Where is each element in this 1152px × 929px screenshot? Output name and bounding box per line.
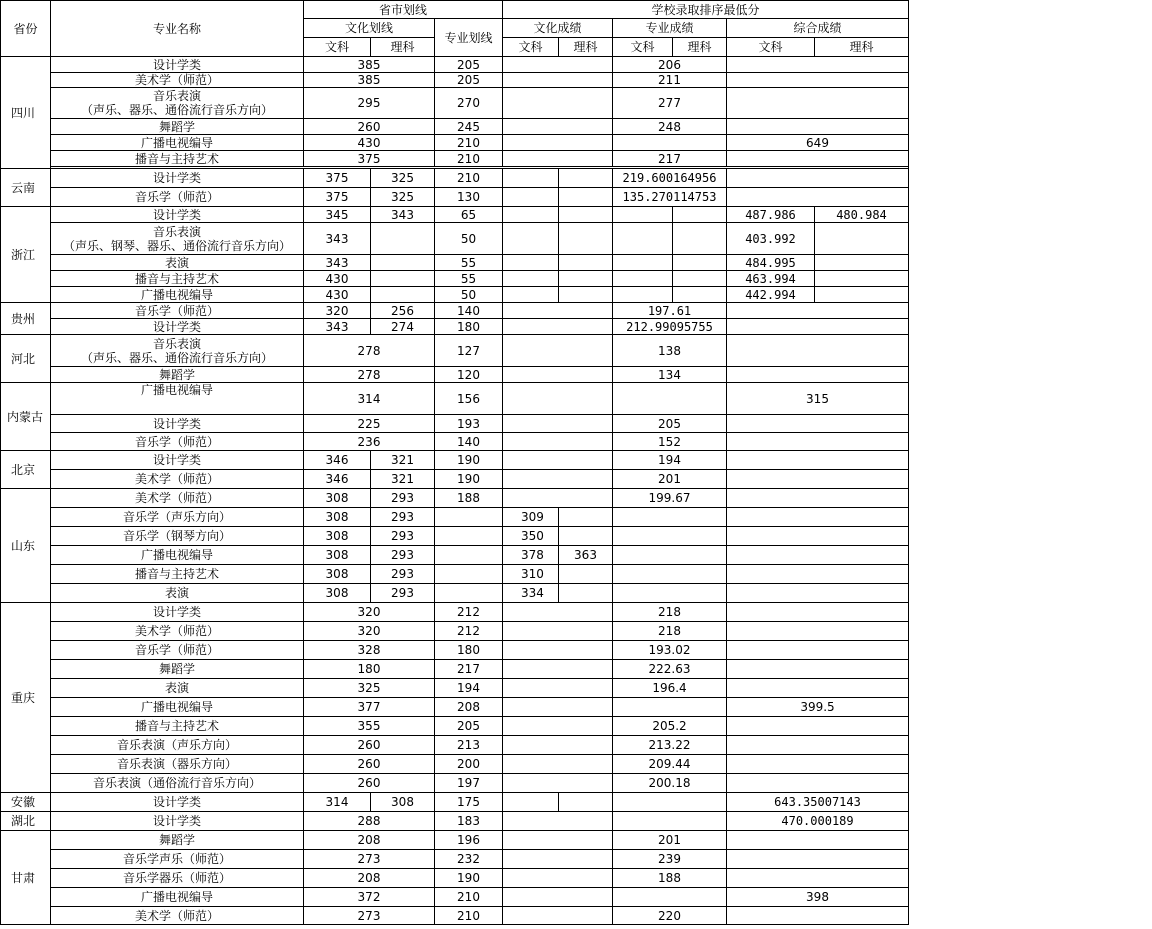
major-name-line1: 音乐表演 bbox=[152, 224, 201, 239]
major-score: 196.4 bbox=[613, 679, 727, 698]
table-row bbox=[1, 335, 909, 367]
major-score: 209.44 bbox=[613, 755, 727, 774]
major-name: 美术学（师范） bbox=[51, 622, 304, 641]
major-score: 194 bbox=[613, 451, 727, 470]
header-provincial-line: 省市划线 bbox=[304, 1, 503, 19]
table-row bbox=[1, 119, 909, 135]
header-culture-score: 文化成绩 bbox=[503, 19, 613, 38]
province-cell: 浙江 bbox=[1, 207, 51, 303]
culture-line-arts: 314 bbox=[304, 793, 371, 812]
table-row bbox=[1, 73, 909, 88]
major-score: 218 bbox=[613, 603, 727, 622]
culture-line-science: 325 bbox=[371, 169, 435, 188]
culture-line-arts: 308 bbox=[304, 489, 371, 508]
major-line: 156 bbox=[435, 383, 503, 415]
major-line: 213 bbox=[435, 736, 503, 755]
culture-line: 260 bbox=[304, 119, 435, 135]
major-score: 239 bbox=[613, 850, 727, 869]
table-row bbox=[1, 584, 909, 603]
major-line: 212 bbox=[435, 603, 503, 622]
major-line: 210 bbox=[435, 135, 503, 151]
province-cell: 重庆 bbox=[1, 603, 51, 793]
header-province: 省份 bbox=[1, 1, 51, 57]
province-cell: 山东 bbox=[1, 489, 51, 603]
major-name-line2: （声乐、器乐、通俗流行音乐方向） bbox=[80, 103, 273, 117]
major-line: 193 bbox=[435, 415, 503, 433]
culture-line-arts: 375 bbox=[304, 169, 371, 188]
major-name: 音乐表演（声乐方向） bbox=[51, 736, 304, 755]
major-line: 210 bbox=[435, 151, 503, 167]
major-name: 舞蹈学 bbox=[51, 660, 304, 679]
major-line: 212 bbox=[435, 622, 503, 641]
major-name: 舞蹈学 bbox=[51, 119, 304, 135]
table-row bbox=[1, 508, 909, 527]
table-row bbox=[1, 755, 909, 774]
table-row bbox=[1, 489, 909, 508]
culture-line-science: 325 bbox=[371, 188, 435, 207]
major-name: 音乐表演（通俗流行音乐方向） bbox=[51, 774, 304, 793]
major-line: 190 bbox=[435, 470, 503, 489]
total-score: 649 bbox=[727, 135, 909, 151]
culture-line-arts: 346 bbox=[304, 451, 371, 470]
table-row bbox=[1, 415, 909, 433]
header-arts: 文科 bbox=[503, 38, 559, 57]
major-line: 210 bbox=[435, 888, 503, 907]
major-line: 194 bbox=[435, 679, 503, 698]
major-line: 205 bbox=[435, 57, 503, 73]
table-row bbox=[1, 850, 909, 869]
culture-line: 375 bbox=[304, 151, 435, 167]
culture-line-arts: 430 bbox=[304, 271, 371, 287]
major-line: 245 bbox=[435, 119, 503, 135]
header-science: 理科 bbox=[673, 38, 727, 57]
table-row bbox=[1, 679, 909, 698]
culture-line-science: 343 bbox=[371, 207, 435, 223]
province-cell: 云南 bbox=[1, 169, 51, 207]
major-score: 222.63 bbox=[613, 660, 727, 679]
major-score: 248 bbox=[613, 119, 727, 135]
header-school-min: 学校录取排序最低分 bbox=[503, 1, 909, 19]
header-total-score: 综合成绩 bbox=[727, 19, 909, 38]
table-row bbox=[1, 367, 909, 383]
major-line: 205 bbox=[435, 73, 503, 88]
culture-line-science: 293 bbox=[371, 584, 435, 603]
major-score: 152 bbox=[613, 433, 727, 451]
major-name: 表演 bbox=[51, 679, 304, 698]
major-name: 设计学类 bbox=[51, 603, 304, 622]
table-row bbox=[1, 641, 909, 660]
major-score: 201 bbox=[613, 831, 727, 850]
major-name: 设计学类 bbox=[51, 57, 304, 73]
major-score: 211 bbox=[613, 73, 727, 88]
major-score: 197.61 bbox=[613, 303, 727, 319]
culture-line: 180 bbox=[304, 660, 435, 679]
table-row bbox=[1, 698, 909, 717]
culture-line: 385 bbox=[304, 57, 435, 73]
culture-line-arts: 308 bbox=[304, 565, 371, 584]
total-score-arts: 484.995 bbox=[727, 255, 815, 271]
header-major: 专业名称 bbox=[51, 1, 304, 57]
major-name: 音乐学（师范） bbox=[51, 433, 304, 451]
major-line: 130 bbox=[435, 188, 503, 207]
major-name: 美术学（师范） bbox=[51, 907, 304, 925]
major-name: 设计学类 bbox=[51, 169, 304, 188]
total-score: 315 bbox=[727, 383, 909, 415]
culture-score-arts: 378 bbox=[503, 546, 559, 565]
major-line: 200 bbox=[435, 755, 503, 774]
table-row bbox=[1, 188, 909, 207]
major-name: 舞蹈学 bbox=[51, 831, 304, 850]
culture-line: 288 bbox=[304, 812, 435, 831]
province-cell: 四川 bbox=[1, 57, 51, 169]
major-line: 183 bbox=[435, 812, 503, 831]
culture-line: 278 bbox=[304, 367, 435, 383]
header-arts: 文科 bbox=[304, 38, 371, 57]
province-cell: 北京 bbox=[1, 451, 51, 489]
major-name: 广播电视编导 bbox=[51, 698, 304, 717]
culture-line-arts: 346 bbox=[304, 470, 371, 489]
major-line: 55 bbox=[435, 271, 503, 287]
table-row bbox=[1, 433, 909, 451]
culture-line-science: 321 bbox=[371, 451, 435, 470]
major-name: 音乐学（师范） bbox=[51, 303, 304, 319]
header-major-score: 专业成绩 bbox=[613, 19, 727, 38]
table-row bbox=[1, 717, 909, 736]
major-name bbox=[51, 223, 304, 255]
culture-line: 278 bbox=[304, 335, 435, 367]
culture-line: 430 bbox=[304, 135, 435, 151]
major-name: 音乐表演（器乐方向） bbox=[51, 755, 304, 774]
major-name: 表演 bbox=[51, 255, 304, 271]
major-name: 广播电视编导 bbox=[51, 135, 304, 151]
culture-score-arts: 309 bbox=[503, 508, 559, 527]
culture-line: 328 bbox=[304, 641, 435, 660]
culture-line: 377 bbox=[304, 698, 435, 717]
major-line: 197 bbox=[435, 774, 503, 793]
major-name: 播音与主持艺术 bbox=[51, 151, 304, 167]
major-name-line1: 音乐表演 bbox=[152, 89, 201, 103]
culture-line: 320 bbox=[304, 622, 435, 641]
header-arts: 文科 bbox=[613, 38, 673, 57]
major-score: 193.02 bbox=[613, 641, 727, 660]
major-score: 138 bbox=[613, 335, 727, 367]
province-cell: 贵州 bbox=[1, 303, 51, 335]
total-score-arts: 487.986 bbox=[727, 207, 815, 223]
culture-line-science: 293 bbox=[371, 489, 435, 508]
culture-line-arts: 375 bbox=[304, 188, 371, 207]
culture-line-science: 256 bbox=[371, 303, 435, 319]
culture-line-science: 293 bbox=[371, 546, 435, 565]
major-name: 设计学类 bbox=[51, 793, 304, 812]
header-arts: 文科 bbox=[727, 38, 815, 57]
major-name: 播音与主持艺术 bbox=[51, 565, 304, 584]
table-row bbox=[1, 869, 909, 888]
major-name: 广播电视编导 bbox=[51, 287, 304, 303]
culture-line-arts: 320 bbox=[304, 303, 371, 319]
major-name: 美术学（师范） bbox=[51, 489, 304, 508]
major-name: 音乐学（师范） bbox=[51, 641, 304, 660]
culture-line-science: 321 bbox=[371, 470, 435, 489]
table-row bbox=[1, 271, 909, 287]
major-name-line2: （声乐、器乐、通俗流行音乐方向） bbox=[80, 350, 273, 365]
major-name: 音乐学器乐（师范） bbox=[51, 869, 304, 888]
major-line: 127 bbox=[435, 335, 503, 367]
total-score-arts: 403.992 bbox=[727, 223, 815, 255]
total-score: 398 bbox=[727, 888, 909, 907]
culture-line-arts: 308 bbox=[304, 508, 371, 527]
table-row bbox=[1, 135, 909, 151]
culture-line-arts: 345 bbox=[304, 207, 371, 223]
major-line: 196 bbox=[435, 831, 503, 850]
major-score: 134 bbox=[613, 367, 727, 383]
culture-line-arts: 343 bbox=[304, 319, 371, 335]
major-score: 205 bbox=[613, 415, 727, 433]
culture-line-arts: 343 bbox=[304, 223, 371, 255]
table-row bbox=[1, 565, 909, 584]
culture-line: 260 bbox=[304, 736, 435, 755]
major-line: 217 bbox=[435, 660, 503, 679]
table-row bbox=[1, 303, 909, 319]
culture-score-arts: 310 bbox=[503, 565, 559, 584]
table-row bbox=[1, 736, 909, 755]
total-score: 470.000189 bbox=[727, 812, 909, 831]
culture-line-science: 293 bbox=[371, 527, 435, 546]
major-score: 218 bbox=[613, 622, 727, 641]
table-row bbox=[1, 207, 909, 223]
header-science: 理科 bbox=[559, 38, 613, 57]
culture-line: 325 bbox=[304, 679, 435, 698]
culture-score-science: 363 bbox=[559, 546, 613, 565]
major-line: 140 bbox=[435, 433, 503, 451]
table-row bbox=[1, 470, 909, 489]
culture-line-science: 308 bbox=[371, 793, 435, 812]
major-line: 208 bbox=[435, 698, 503, 717]
culture-line: 355 bbox=[304, 717, 435, 736]
major-name: 播音与主持艺术 bbox=[51, 717, 304, 736]
culture-line: 208 bbox=[304, 869, 435, 888]
table-row bbox=[1, 622, 909, 641]
major-line: 180 bbox=[435, 641, 503, 660]
major-name: 美术学（师范） bbox=[51, 73, 304, 88]
province-cell: 内蒙古 bbox=[1, 383, 51, 451]
table-row bbox=[1, 774, 909, 793]
culture-line: 314 bbox=[304, 383, 435, 415]
major-score: 217 bbox=[613, 151, 727, 167]
major-name: 设计学类 bbox=[51, 319, 304, 335]
province-cell: 甘肃 bbox=[1, 831, 51, 925]
major-name: 音乐学（钢琴方向） bbox=[51, 527, 304, 546]
table-row bbox=[1, 660, 909, 679]
major-name: 广播电视编导 bbox=[51, 888, 304, 907]
table-row bbox=[1, 907, 909, 925]
table-row bbox=[1, 812, 909, 831]
major-line: 175 bbox=[435, 793, 503, 812]
culture-line-science: 274 bbox=[371, 319, 435, 335]
major-score: 277 bbox=[613, 88, 727, 119]
table-row bbox=[1, 169, 909, 188]
table-row bbox=[1, 888, 909, 907]
major-name-line1: 音乐表演 bbox=[152, 336, 201, 351]
major-line: 270 bbox=[435, 88, 503, 119]
major-score: 135.270114753 bbox=[613, 188, 727, 207]
total-score: 399.5 bbox=[727, 698, 909, 717]
major-name: 音乐学（师范） bbox=[51, 188, 304, 207]
major-score: 212.99095755 bbox=[613, 319, 727, 335]
major-score: 200.18 bbox=[613, 774, 727, 793]
culture-line: 295 bbox=[304, 88, 435, 119]
major-name: 播音与主持艺术 bbox=[51, 271, 304, 287]
header-culture-line: 文化划线 bbox=[304, 19, 435, 38]
table-row bbox=[1, 88, 909, 119]
table-row bbox=[1, 223, 909, 255]
culture-line: 225 bbox=[304, 415, 435, 433]
culture-line-arts: 308 bbox=[304, 527, 371, 546]
major-name bbox=[51, 335, 304, 367]
province-cell: 湖北 bbox=[1, 812, 51, 831]
major-line: 120 bbox=[435, 367, 503, 383]
major-name: 设计学类 bbox=[51, 207, 304, 223]
culture-line: 260 bbox=[304, 774, 435, 793]
major-line: 205 bbox=[435, 717, 503, 736]
major-score: 188 bbox=[613, 869, 727, 888]
culture-line-science: 293 bbox=[371, 565, 435, 584]
table-row bbox=[1, 319, 909, 335]
major-line: 50 bbox=[435, 223, 503, 255]
major-line: 180 bbox=[435, 319, 503, 335]
major-name: 音乐学声乐（师范） bbox=[51, 850, 304, 869]
culture-line-arts: 308 bbox=[304, 584, 371, 603]
table-row bbox=[1, 255, 909, 271]
major-line: 50 bbox=[435, 287, 503, 303]
table-row bbox=[1, 546, 909, 565]
culture-line: 208 bbox=[304, 831, 435, 850]
major-score: 219.600164956 bbox=[613, 169, 727, 188]
culture-line: 260 bbox=[304, 755, 435, 774]
major-score: 205.2 bbox=[613, 717, 727, 736]
major-name: 设计学类 bbox=[51, 812, 304, 831]
header-science: 理科 bbox=[371, 38, 435, 57]
total-score-arts: 463.994 bbox=[727, 271, 815, 287]
table-row bbox=[1, 603, 909, 622]
culture-line: 273 bbox=[304, 850, 435, 869]
major-name: 广播电视编导 bbox=[51, 546, 304, 565]
major-line: 210 bbox=[435, 169, 503, 188]
total-score-arts: 442.994 bbox=[727, 287, 815, 303]
major-name: 美术学（师范） bbox=[51, 470, 304, 489]
culture-line: 372 bbox=[304, 888, 435, 907]
header-major-line: 专业划线 bbox=[435, 19, 503, 57]
table-row bbox=[1, 151, 909, 167]
culture-line-arts: 308 bbox=[304, 546, 371, 565]
province-cell: 河北 bbox=[1, 335, 51, 383]
culture-line: 236 bbox=[304, 433, 435, 451]
culture-line-science: 293 bbox=[371, 508, 435, 527]
major-score: 206 bbox=[613, 57, 727, 73]
province-cell: 安徽 bbox=[1, 793, 51, 812]
culture-line: 320 bbox=[304, 603, 435, 622]
major-line: 232 bbox=[435, 850, 503, 869]
major-name: 表演 bbox=[51, 584, 304, 603]
table-row bbox=[1, 831, 909, 850]
major-score: 199.67 bbox=[613, 489, 727, 508]
table-row bbox=[1, 451, 909, 470]
culture-line-arts: 343 bbox=[304, 255, 371, 271]
major-line: 188 bbox=[435, 489, 503, 508]
culture-line: 385 bbox=[304, 73, 435, 88]
header-science: 理科 bbox=[815, 38, 909, 57]
total-score-science: 480.984 bbox=[815, 207, 909, 223]
major-name: 舞蹈学 bbox=[51, 367, 304, 383]
major-line: 210 bbox=[435, 907, 503, 925]
total-score: 643.35007143 bbox=[727, 793, 909, 812]
table-row bbox=[1, 383, 909, 415]
major-line: 140 bbox=[435, 303, 503, 319]
major-line: 190 bbox=[435, 869, 503, 888]
major-name-line2: （声乐、钢琴、器乐、通俗流行音乐方向） bbox=[62, 238, 291, 253]
culture-score-arts: 334 bbox=[503, 584, 559, 603]
major-name bbox=[51, 88, 304, 119]
major-score: 201 bbox=[613, 470, 727, 489]
major-name: 设计学类 bbox=[51, 415, 304, 433]
culture-line-arts: 430 bbox=[304, 287, 371, 303]
major-name: 广播电视编导 bbox=[51, 383, 304, 415]
culture-line: 273 bbox=[304, 907, 435, 925]
major-line: 65 bbox=[435, 207, 503, 223]
major-name: 音乐学（声乐方向） bbox=[51, 508, 304, 527]
major-line: 55 bbox=[435, 255, 503, 271]
major-score: 220 bbox=[613, 907, 727, 925]
major-line: 190 bbox=[435, 451, 503, 470]
major-score: 213.22 bbox=[613, 736, 727, 755]
table-row bbox=[1, 287, 909, 303]
culture-score-arts: 350 bbox=[503, 527, 559, 546]
table-row bbox=[1, 527, 909, 546]
table-row bbox=[1, 793, 909, 812]
table-row bbox=[1, 57, 909, 73]
major-name: 设计学类 bbox=[51, 451, 304, 470]
